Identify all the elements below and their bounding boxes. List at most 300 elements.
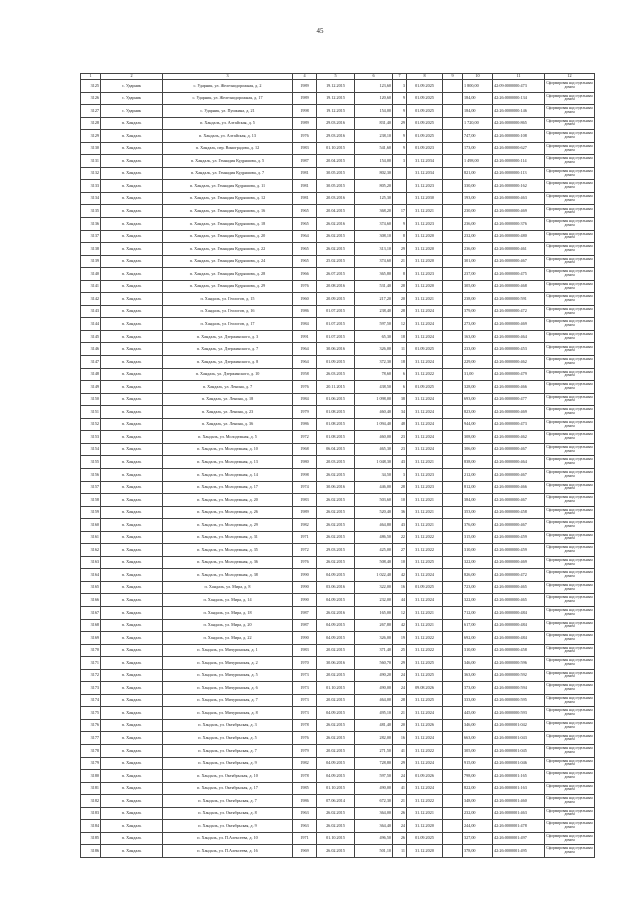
cell-col-4: 1982 [293,757,317,770]
cell-col-6: 371,40 [355,644,393,657]
cell-col-9 [443,205,463,218]
cell-col-5: 20.02.2015 [317,669,355,682]
table-row [81,669,595,682]
cell-col-8: 31.12.2034 [407,155,443,168]
cell-col-6: 465,30 [355,443,393,456]
table-row [81,682,595,695]
cell-col-5: 29.03.2016 [317,117,355,130]
cell-col-10: 315,00 [463,531,493,544]
cell-col-5: 20.02.2015 [317,644,355,657]
cell-col-10: 322,00 [463,594,493,607]
cell-col-8: 31.12.2023 [407,180,443,193]
cell-col-1: 3180 [81,770,101,783]
cell-col-4: 1978 [293,719,317,732]
cell-col-1: 3156 [81,468,101,481]
column-number-4: 4 [293,74,317,80]
table-row [81,230,595,243]
cell-col-7: 21 [393,707,407,720]
cell-col-10: 445,00 [463,707,493,720]
cell-col-4: 1968 [293,443,317,456]
register-table [80,73,595,858]
table-row [81,632,595,645]
cell-col-1: 3162 [81,544,101,557]
cell-col-10: 346,00 [463,719,493,732]
cell-col-10: 31,00 [463,368,493,381]
cell-col-7: 27 [393,544,407,557]
cell-col-6: 438,50 [355,381,393,394]
table-row [81,456,595,469]
cell-col-7: 23 [393,443,407,456]
cell-col-10: 301,00 [463,255,493,268]
cell-col-8: 31.12.2022 [407,795,443,808]
cell-col-8: 31.12.2030 [407,192,443,205]
cell-col-11: 42:26:0000000:592 [493,669,545,682]
cell-col-2: п. Хандаль [101,581,163,594]
cell-col-5: 26.02.2015 [317,820,355,833]
cell-col-11: 42:26:0000000:467 [493,494,545,507]
cell-col-12: Сформирован над отдельным домом [545,155,595,168]
cell-col-9 [443,556,463,569]
cell-col-5: 20.04.2015 [317,205,355,218]
cell-col-5: 04.09.2015 [317,594,355,607]
cell-col-8: 01.09.2025 [407,80,443,93]
cell-col-1: 3173 [81,682,101,695]
cell-col-2: п. Хандаль [101,330,163,343]
cell-col-1: 3131 [81,155,101,168]
cell-col-6: 481,40 [355,719,393,732]
cell-col-6: 368,20 [355,205,393,218]
cell-col-9 [443,230,463,243]
cell-col-4: 1963 [293,820,317,833]
cell-col-11: 42:26:0000000:467 [493,443,545,456]
cell-col-4: 1963 [293,807,317,820]
cell-col-5: 30.06.2016 [317,657,355,670]
table-row [81,757,595,770]
cell-col-12: Сформирован над отдельным домом [545,694,595,707]
table-row [81,305,595,318]
cell-col-10: 193,00 [463,192,493,205]
cell-col-11: 42:26:0000000:465 [493,581,545,594]
cell-col-6: 460,40 [355,406,393,419]
cell-col-4: 1973 [293,669,317,682]
cell-col-3: п. Хандаль, ул. Геологов, д. 15 [163,293,293,306]
cell-col-2: п. Хандаль [101,305,163,318]
cell-col-8: 31.12.2022 [407,544,443,557]
cell-col-11: 42:26:0000000:480 [493,230,545,243]
cell-col-6: 1 094,40 [355,418,393,431]
table-row [81,581,595,594]
cell-col-9 [443,368,463,381]
cell-col-5: 20.04.2015 [317,155,355,168]
cell-col-2: п. Хандаль [101,368,163,381]
cell-col-10: 821,00 [463,167,493,180]
cell-col-8: 31.12.2021 [407,807,443,820]
table-row [81,744,595,757]
cell-col-1: 3141 [81,280,101,293]
cell-col-10: 322,00 [463,556,493,569]
cell-col-11: 42:26:0000001:165 [493,770,545,783]
cell-col-8: 31.12.2020 [407,230,443,243]
cell-col-8: 31.12.2020 [407,820,443,833]
cell-col-6: 460,00 [355,431,393,444]
cell-col-3: п. Хандаль, ул. Геннадия Кудряшова, д. 20 [163,230,293,243]
cell-col-5: 26.02.2016 [317,606,355,619]
cell-col-10: 692,00 [463,632,493,645]
cell-col-3: п. Хандаль, ул. Молодежная, д. 26 [163,506,293,519]
cell-col-4: 1989 [293,117,317,130]
cell-col-2: п. Хандаль [101,218,163,231]
cell-col-12: Сформирован над отдельным домом [545,356,595,369]
cell-col-4: 1964 [293,230,317,243]
cell-col-2: п. Хандаль [101,117,163,130]
cell-col-4: 1983 [293,644,317,657]
cell-col-4: 1981 [293,192,317,205]
table-row [81,606,595,619]
cell-col-2: п. Хандаль [101,694,163,707]
cell-col-4: 1976 [293,556,317,569]
cell-col-2: п. Хандаль [101,268,163,281]
column-number-9: 9 [443,74,463,80]
cell-col-6: 508,40 [355,556,393,569]
cell-col-5: 26.03.2015 [317,368,355,381]
cell-col-4: 1998 [293,468,317,481]
cell-col-5: 06.04.2015 [317,443,355,456]
cell-col-12: Сформирован над отдельным домом [545,280,595,293]
cell-col-8: 31.12.2024 [407,330,443,343]
cell-col-10: 333,00 [463,694,493,707]
cell-col-11: 42:26:0000000:467 [493,468,545,481]
cell-col-9 [443,682,463,695]
cell-col-3: п. Хандаль, ул. Мира, д. 14 [163,594,293,607]
cell-col-7: 9 [393,142,407,155]
cell-col-8: 31.12.2021 [407,293,443,306]
cell-col-2: п. Хандаль [101,644,163,657]
cell-col-11: 42:26:0000000:466 [493,381,545,394]
cell-col-10: 237,00 [463,268,493,281]
cell-col-2: п. Хандаль [101,632,163,645]
cell-col-7: 36 [393,506,407,519]
cell-col-9 [443,280,463,293]
cell-col-3: п. Хандаль, ул. Октябрьская, д. 9 [163,757,293,770]
cell-col-3: п. Хандаль, ул. Молодежная, д. 10 [163,443,293,456]
cell-col-2: п. Хандаль [101,167,163,180]
cell-col-6: 238,10 [355,130,393,143]
cell-col-1: 3128 [81,117,101,130]
cell-col-8: 31.12.2021 [407,456,443,469]
cell-col-3: п. Хандаль, ул. Алтайская, д. 13 [163,130,293,143]
cell-col-5: 26.02.2015 [317,243,355,256]
cell-col-6: 322,00 [355,581,393,594]
cell-col-7: 43 [393,456,407,469]
cell-col-6: 464,80 [355,519,393,532]
cell-col-12: Сформирован над отдельным домом [545,544,595,557]
cell-col-8: 31.12.2024 [407,356,443,369]
cell-col-12: Сформирован над отдельным домом [545,368,595,381]
cell-col-8: 31.12.2025 [407,556,443,569]
cell-col-11: 42:26:0000000:469 [493,556,545,569]
cell-col-12: Сформирован над отдельным домом [545,406,595,419]
cell-col-6: 446,00 [355,481,393,494]
cell-col-5: 26.02.2016 [317,218,355,231]
cell-col-6: 365,80 [355,268,393,281]
table-row [81,155,595,168]
cell-col-10: 308,00 [463,431,493,444]
cell-col-12: Сформирован над отдельным домом [545,832,595,845]
cell-col-4: 1989 [293,80,317,93]
cell-col-5: 04.09.2015 [317,569,355,582]
cell-col-4: 1986 [293,795,317,808]
table-row [81,556,595,569]
cell-col-8: 01.09.2025 [407,130,443,143]
cell-col-1: 3139 [81,255,101,268]
cell-col-4: 1971 [293,531,317,544]
cell-col-9 [443,732,463,745]
cell-col-1: 3166 [81,594,101,607]
cell-col-11: 42:26:0000000:472 [493,305,545,318]
cell-col-12: Сформирован над отдельным домом [545,443,595,456]
cell-col-1: 3181 [81,782,101,795]
cell-col-12: Сформирован над отдельным домом [545,381,595,394]
cell-col-7: 28 [393,305,407,318]
cell-col-3: п. Хандаль, ул. Молодежная, д. 31 [163,531,293,544]
cell-col-11: 42:26:0000000:458 [493,506,545,519]
cell-col-4: 1984 [293,318,317,331]
cell-col-12: Сформирован над отдельным домом [545,293,595,306]
cell-col-4: 1990 [293,594,317,607]
cell-col-5: 26.02.2015 [317,230,355,243]
cell-col-8: 31.12.2024 [407,757,443,770]
cell-col-10: 236,00 [463,243,493,256]
cell-col-3: п. Хандаль, ул. Молодежная, д. 20 [163,494,293,507]
cell-col-3: п. Хандаль, ул. Геологов, д. 17 [163,318,293,331]
cell-col-10: 305,00 [463,744,493,757]
cell-col-7: 8 [393,230,407,243]
cell-col-1: 3160 [81,519,101,532]
cell-col-11: 42:26:0000000:162 [493,180,545,193]
cell-col-7: 9 [393,92,407,105]
cell-col-3: п. Хандаль, ул. Ленина, д. 36 [163,418,293,431]
table-row [81,255,595,268]
cell-col-2: п. Хандаль [101,707,163,720]
cell-col-6: 541,60 [355,142,393,155]
cell-col-2: п. Хандаль [101,481,163,494]
cell-col-6: 374,60 [355,255,393,268]
cell-col-3: п. Хандаль, ул. Геннадия Кудряшова, д. 5 [163,155,293,168]
cell-col-12: Сформирован над отдельным домом [545,142,595,155]
table-row [81,519,595,532]
cell-col-12: Сформирован над отдельным домом [545,807,595,820]
cell-col-5: 03.06.2016 [317,581,355,594]
cell-col-12: Сформирован над отдельным домом [545,230,595,243]
cell-col-5: 30.05.2015 [317,180,355,193]
table-row [81,619,595,632]
table-row [81,782,595,795]
cell-col-12: Сформирован над отдельным домом [545,707,595,720]
cell-col-6: 154,00 [355,155,393,168]
cell-col-7: 10 [393,494,407,507]
cell-col-6: 374,60 [355,218,393,231]
cell-col-3: п. Хандаль, ул. Октябрьская, д. 9 [163,820,293,833]
cell-col-6: 496,50 [355,832,393,845]
cell-col-5: 26.02.2015 [317,468,355,481]
cell-col-5: 26.02.2015 [317,556,355,569]
cell-col-6: 464,00 [355,694,393,707]
cell-col-10: 376,00 [463,519,493,532]
cell-col-11: 42:26:0000000:108 [493,130,545,143]
cell-col-1: 3178 [81,744,101,757]
cell-col-12: Сформирован над отдельным домом [545,418,595,431]
cell-col-9 [443,644,463,657]
cell-col-11: 42:26:0000001:478 [493,820,545,833]
cell-col-9 [443,142,463,155]
table-row [81,719,595,732]
cell-col-12: Сформирован над отдельным домом [545,393,595,406]
table-row [81,807,595,820]
cell-col-11: 42:26:0000001:460 [493,795,545,808]
cell-col-12: Сформирован над отдельным домом [545,795,595,808]
column-number-8: 8 [407,74,443,80]
cell-col-7: 21 [393,795,407,808]
cell-col-9 [443,669,463,682]
cell-col-11: 42:26:0000000:484 [493,632,545,645]
cell-col-6: 597,50 [355,318,393,331]
cell-col-8: 31.12.2022 [407,632,443,645]
cell-col-9 [443,130,463,143]
cell-col-7: 18 [393,330,407,343]
cell-col-2: п. Хандаль [101,669,163,682]
cell-col-1: 3125 [81,80,101,93]
table-row [81,694,595,707]
cell-col-12: Сформирован над отдельным домом [545,682,595,695]
cell-col-7: 3 [393,468,407,481]
column-number-1: 1 [81,74,101,80]
cell-col-5: 01.07.2015 [317,330,355,343]
cell-col-4: 1973 [293,707,317,720]
cell-col-11: 42:26:0000000:462 [493,356,545,369]
cell-col-5: 04.09.2015 [317,757,355,770]
cell-col-2: п. Хандаль [101,719,163,732]
cell-col-11: 42:26:0000000:865 [493,117,545,130]
cell-col-3: п. Хандаль, ул. Молодежная, д. 13 [163,456,293,469]
cell-col-11: 42:26:0000000:472 [493,569,545,582]
cell-col-3: п. Хандаль, ул. Ленина, д. 23 [163,406,293,419]
cell-col-6: 1 098,00 [355,393,393,406]
cell-col-9 [443,255,463,268]
cell-col-10: 244,00 [463,820,493,833]
cell-col-8: 31.12.2023 [407,481,443,494]
cell-col-9 [443,117,463,130]
cell-col-5: 20.08.2016 [317,280,355,293]
cell-col-8: 31.12.2023 [407,218,443,231]
cell-col-11: 42:26:0000000:469 [493,205,545,218]
cell-col-9 [443,80,463,93]
cell-col-10: 723,00 [463,581,493,594]
cell-col-4: 1973 [293,682,317,695]
cell-col-6: 78,60 [355,368,393,381]
cell-col-2: п. Хандаль [101,280,163,293]
cell-col-1: 3170 [81,644,101,657]
cell-col-8: 01.09.2025 [407,581,443,594]
table-row [81,594,595,607]
cell-col-1: 3185 [81,832,101,845]
cell-col-9 [443,494,463,507]
cell-col-3: п. Хандаль, ул. Октябрьская, д. 10 [163,770,293,783]
table-row [81,820,595,833]
cell-col-5: 01.09.2015 [317,356,355,369]
cell-col-1: 3167 [81,606,101,619]
cell-col-9 [443,155,463,168]
cell-col-1: 3174 [81,694,101,707]
cell-col-10: 712,00 [463,606,493,619]
cell-col-7: 6 [393,368,407,381]
cell-col-12: Сформирован над отдельным домом [545,80,595,93]
cell-col-8: 31.12.2024 [407,418,443,431]
table-row [81,318,595,331]
cell-col-9 [443,719,463,732]
cell-col-4: 1969 [293,845,317,858]
cell-col-2: п. Хандаль [101,682,163,695]
cell-col-11: 42:26:0000000:113 [493,167,545,180]
cell-col-9 [443,832,463,845]
cell-col-2: п. Хандаль [101,318,163,331]
cell-col-9 [443,431,463,444]
cell-col-9 [443,632,463,645]
cell-col-7: 9 [393,218,407,231]
cell-col-4: 1976 [293,280,317,293]
cell-col-10: 798,00 [463,770,493,783]
cell-col-7: 22 [393,531,407,544]
cell-col-7: 24 [393,820,407,833]
table-row [81,105,595,118]
cell-col-3: п. Хандаль, ул. Октябрьская, д. 7 [163,795,293,808]
cell-col-8: 01.09.2025 [407,92,443,105]
cell-col-2: п. Хандаль [101,757,163,770]
cell-col-1: 3143 [81,305,101,318]
cell-col-4: 1987 [293,619,317,632]
cell-col-3: п. Хандаль, ул. Молодежная, д. 29 [163,519,293,532]
cell-col-3: п. Хандаль, ул. Мичуринская, д. 7 [163,694,293,707]
cell-col-6: 165,00 [355,606,393,619]
cell-col-9 [443,92,463,105]
column-number-2: 2 [101,74,163,80]
cell-col-5: 26.02.2015 [317,494,355,507]
cell-col-4: 1981 [293,180,317,193]
cell-col-3: п. Хандаль, ул. Геннадия Кудряшова, д. 22 [163,243,293,256]
cell-col-6: 267,80 [355,619,393,632]
cell-col-2: п. Хандаль [101,130,163,143]
cell-col-9 [443,418,463,431]
cell-col-12: Сформирован над отдельным домом [545,105,595,118]
cell-col-4: 1998 [293,105,317,118]
cell-col-9 [443,343,463,356]
cell-col-12: Сформирован над отдельным домом [545,531,595,544]
cell-col-6: 672,30 [355,795,393,808]
cell-col-4: 1965 [293,218,317,231]
cell-col-9 [443,820,463,833]
cell-col-6: 364,00 [355,807,393,820]
cell-col-1: 3157 [81,481,101,494]
cell-col-5: 01.10.2015 [317,782,355,795]
cell-col-1: 3153 [81,431,101,444]
cell-col-9 [443,393,463,406]
cell-col-3: п. Хандаль, ул. П.Алексеева, д. 10 [163,832,293,845]
cell-col-12: Сформирован над отдельным домом [545,519,595,532]
cell-col-7: 3 [393,155,407,168]
cell-col-8: 31.12.2021 [407,205,443,218]
cell-col-7: 9 [393,105,407,118]
cell-col-2: п. Хандаль [101,845,163,858]
cell-col-5: 26.02.2015 [317,732,355,745]
